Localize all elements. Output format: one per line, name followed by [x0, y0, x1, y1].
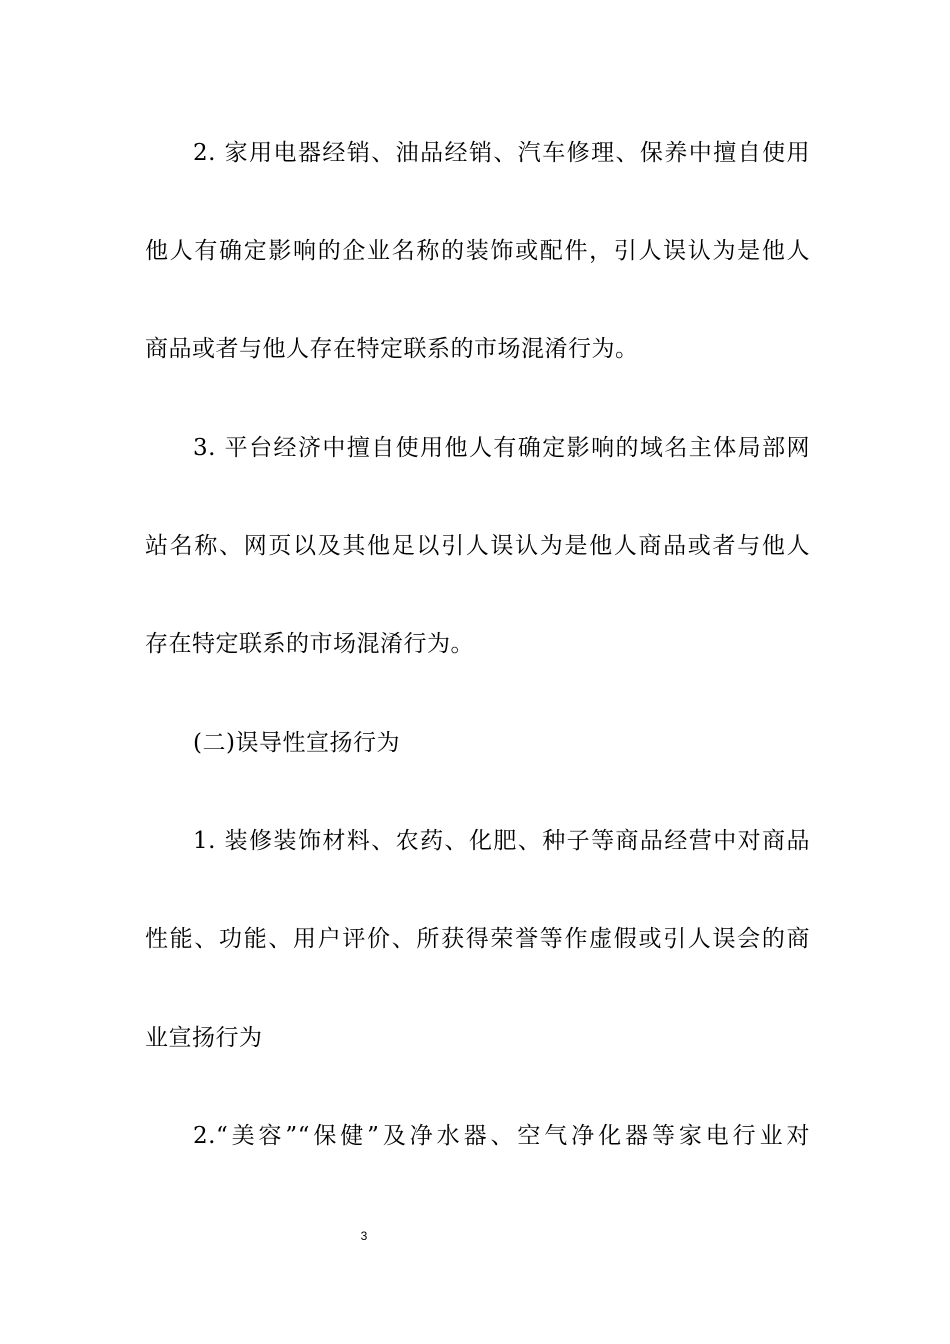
page-number: 3 [360, 1229, 368, 1243]
paragraph-line: 商品或者与他人存在特定联系的市场混淆行为。 [145, 336, 639, 362]
paragraph-line: 2.“美容”“保健”及净水器、空气净化器等家电行业对 [193, 1123, 810, 1149]
paragraph-line: 站名称、网页以及其他足以引人误认为是他人商品或者与他人 [145, 533, 810, 559]
paragraph-line: 性能、功能、用户评价、所获得荣誉等作虚假或引人误会的商 [145, 926, 810, 952]
paragraph-line: 1. 装修装饰材料、农药、化肥、种子等商品经营中对商品 [193, 828, 810, 854]
paragraph-line: 2. 家用电器经销、油品经销、汽车修理、保养中擅自使用 [193, 140, 810, 166]
paragraph-line: 3. 平台经济中擅自使用他人有确定影响的域名主体局部网 [193, 435, 810, 461]
section-heading: (二)误导性宣扬行为 [193, 730, 400, 756]
paragraph-line: 存在特定联系的市场混淆行为。 [145, 631, 474, 657]
paragraph-line: 他人有确定影响的企业名称的装饰或配件，引人误认为是他人 [145, 238, 810, 264]
paragraph-line: 业宣扬行为 [145, 1025, 263, 1051]
